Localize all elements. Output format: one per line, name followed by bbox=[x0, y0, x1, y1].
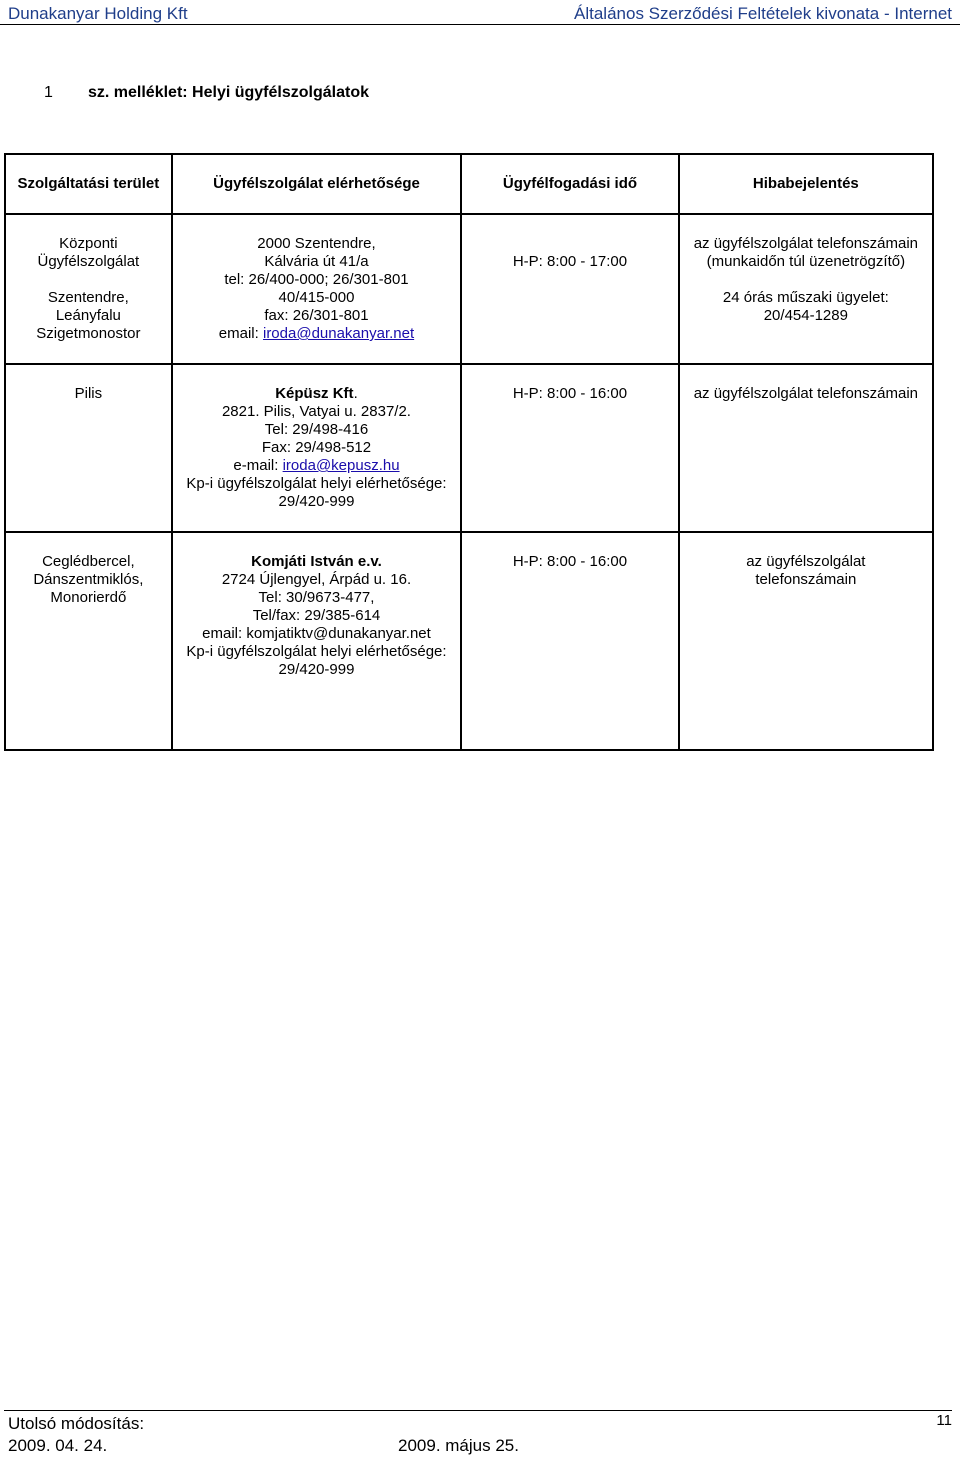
row3-hours: H-P: 8:00 - 16:00 bbox=[461, 532, 678, 750]
row2-contact: Képüsz Kft. 2821. Pilis, Vatyai u. 2837/2. Tel: 29/498-416 Fax: 29/498-512 e-mail: iroda@kepusz.hu Kp-i ügyfélszolgálat helyi elérhetősége: 29/420-999 bbox=[172, 364, 462, 532]
row1-hours: H-P: 8:00 - 17:00 bbox=[461, 214, 678, 364]
company-name: Komjáti István e.v. bbox=[251, 553, 382, 570]
header-report: Hibabejelentés bbox=[679, 154, 933, 214]
table-header-row bbox=[5, 154, 933, 214]
row1-area: Központi Ügyfélszolgálat Szentendre, Leányfalu Szigetmonostor bbox=[5, 214, 172, 364]
table-row bbox=[5, 364, 933, 532]
section-title bbox=[44, 84, 369, 102]
table-row bbox=[5, 214, 933, 364]
section-title-text: sz. melléklet: Helyi ügyfélszolgálatok bbox=[88, 84, 369, 101]
footer-label: Utolsó módosítás: bbox=[8, 1414, 145, 1433]
page-number: 11 bbox=[936, 1412, 952, 1429]
header-divider bbox=[0, 24, 960, 25]
row2-hours: H-P: 8:00 - 16:00 bbox=[461, 364, 678, 532]
page-header bbox=[8, 4, 952, 24]
row2-report: az ügyfélszolgálat telefonszámain bbox=[679, 364, 933, 532]
section-number: 1 bbox=[44, 84, 53, 101]
header-contact: Ügyfélszolgálat elérhetősége bbox=[172, 154, 462, 214]
service-table bbox=[4, 153, 934, 751]
email-link[interactable]: iroda@dunakanyar.net bbox=[262, 325, 415, 342]
table-row bbox=[5, 532, 933, 750]
email-link[interactable]: iroda@kepusz.hu bbox=[282, 457, 400, 474]
row1-contact: 2000 Szentendre, Kálvária út 41/a tel: 26/400-000; 26/301-801 40/415-000 fax: 26/301-801 email: iroda@dunakanyar.net bbox=[172, 214, 462, 364]
footer-date-2: 2009. május 25. bbox=[398, 1436, 519, 1455]
company-name: Képüsz Kft bbox=[275, 385, 354, 402]
header-company: Dunakanyar Holding Kft bbox=[8, 4, 188, 23]
row1-report: az ügyfélszolgálat telefonszámain (munkaidőn túl üzenetrögzítő) 24 órás műszaki ügyelet: 20/454-1289 bbox=[679, 214, 933, 364]
header-hours: Ügyfélfogadási idő bbox=[461, 154, 678, 214]
row3-contact: Komjáti István e.v. 2724 Újlengyel, Árpád u. 16. Tel: 30/9673-477, Tel/fax: 29/385-614 email: komjatiktv@dunakanyar.net Kp-i ügyfélszolgálat helyi elérhetősége: 29/420-999 bbox=[172, 532, 462, 750]
header-area: Szolgáltatási terület bbox=[5, 154, 172, 214]
row3-area: Ceglédbercel, Dánszentmiklós, Monorierdő bbox=[5, 532, 172, 750]
footer-date-1: 2009. 04. 24. bbox=[8, 1436, 108, 1455]
header-document-title: Általános Szerződési Feltételek kivonata - Internet bbox=[574, 4, 952, 23]
row2-area: Pilis bbox=[5, 364, 172, 532]
row3-report: az ügyfélszolgálat telefonszámain bbox=[679, 532, 933, 750]
footer-divider bbox=[4, 1410, 952, 1411]
